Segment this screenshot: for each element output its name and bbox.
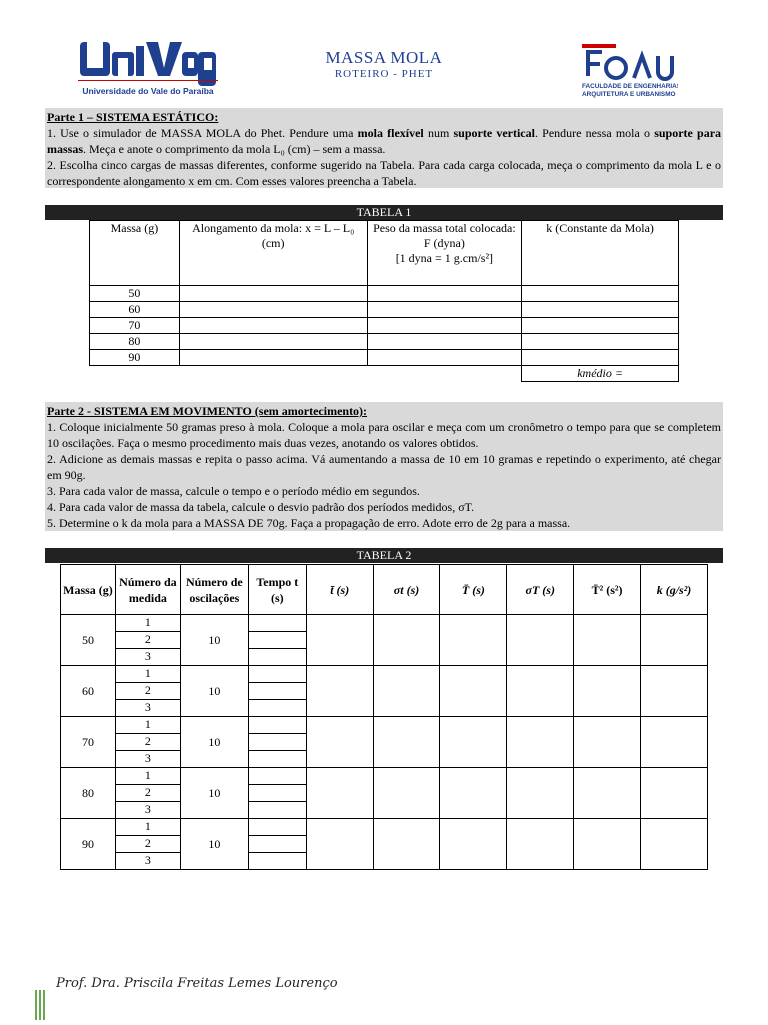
table1 <box>89 220 679 382</box>
t1-input-cell[interactable] <box>179 334 367 350</box>
t2-measure-cell: 3 <box>115 700 180 717</box>
t1-header-elongation: Alongamento da mola: x = L – L₀ (cm) <box>179 221 367 286</box>
t2-time-input[interactable] <box>248 615 306 632</box>
t2-mass-cell: 80 <box>61 768 116 819</box>
t2-header-time: Tempo t (s) <box>248 565 306 615</box>
page-title: MASSA MOLA <box>325 48 443 67</box>
t2-result-input[interactable] <box>641 819 708 870</box>
t1-input-cell[interactable] <box>522 302 679 318</box>
t2-result-input[interactable] <box>507 768 574 819</box>
t2-result-input[interactable] <box>306 717 373 768</box>
part1-heading: Parte 1 – SISTEMA ESTÁTICO: <box>47 110 219 124</box>
t2-result-input[interactable] <box>373 615 440 666</box>
t2-result-input[interactable] <box>373 666 440 717</box>
table-row <box>61 819 708 836</box>
t2-time-input[interactable] <box>248 819 306 836</box>
t2-result-input[interactable] <box>306 666 373 717</box>
t1-input-cell[interactable] <box>367 286 522 302</box>
t2-measure-cell: 3 <box>115 649 180 666</box>
part2-instructions <box>45 402 723 531</box>
t2-oscillations-cell: 10 <box>180 717 248 768</box>
t2-header-oscillations: Número de oscilações <box>180 565 248 615</box>
t2-time-input[interactable] <box>248 734 306 751</box>
t2-result-input[interactable] <box>574 768 641 819</box>
t2-result-input[interactable] <box>306 768 373 819</box>
part2-item-2: 2. Adicione as demais massas e repita o passo acima. Vá aumentando a massa de 10 em 10 gramas e repetindo o experimento, até chegar em 90g. <box>47 452 721 482</box>
t2-result-input[interactable] <box>440 768 507 819</box>
part1-item-1: 1. Use o simulador de MASSA MOLA do Phet. Pendure uma mola flexível num suporte vertical. Pendure nessa mola o suporte para massas. Meça e anote o comprimento da mola L₀ (cm) – sem a massa. <box>47 126 722 156</box>
t2-result-input[interactable] <box>574 819 641 870</box>
t2-time-input[interactable] <box>248 802 306 819</box>
t2-result-input[interactable] <box>641 717 708 768</box>
t2-result-input[interactable] <box>507 819 574 870</box>
page-subtitle: ROTEIRO - PHET <box>334 68 434 80</box>
right-logo-caption-2: ARQUITETURA E URBANISMO <box>582 91 676 98</box>
t2-result-input[interactable] <box>306 819 373 870</box>
part2-heading: Parte 2 - SISTEMA EM MOVIMENTO (sem amortecimento): <box>47 404 368 418</box>
t2-measure-cell: 2 <box>115 683 180 700</box>
t1-mass-cell: 60 <box>90 302 180 318</box>
table-row <box>61 666 708 683</box>
t2-header-period-mean: T̄ (s) <box>440 565 507 615</box>
t1-k-medio[interactable]: kmédio = <box>522 366 679 382</box>
t2-time-input[interactable] <box>248 751 306 768</box>
part2-item-5: 5. Determine o k da mola para a MASSA DE 70g. Faça a propagação de erro. Adote erro de 2g para a massa. <box>47 516 571 530</box>
t2-result-input[interactable] <box>507 717 574 768</box>
t1-input-cell[interactable] <box>179 302 367 318</box>
t2-oscillations-cell: 10 <box>180 615 248 666</box>
t2-measure-cell: 1 <box>115 717 180 734</box>
t1-input-cell[interactable] <box>522 318 679 334</box>
t2-time-input[interactable] <box>248 683 306 700</box>
t1-input-cell[interactable] <box>522 350 679 366</box>
footer-decoration <box>35 990 45 1020</box>
t2-measure-cell: 1 <box>115 768 180 785</box>
table2-title: TABELA 2 <box>45 548 723 563</box>
t2-time-input[interactable] <box>248 836 306 853</box>
t2-result-input[interactable] <box>440 666 507 717</box>
t2-result-input[interactable] <box>373 819 440 870</box>
t2-mass-cell: 90 <box>61 819 116 870</box>
t2-header-sigma-period: σT (s) <box>507 565 574 615</box>
table-row <box>61 768 708 785</box>
t2-mass-cell: 70 <box>61 717 116 768</box>
t2-oscillations-cell: 10 <box>180 666 248 717</box>
t2-result-input[interactable] <box>440 819 507 870</box>
t2-header-mass: Massa (g) <box>61 565 116 615</box>
t1-input-cell[interactable] <box>522 334 679 350</box>
t1-input-cell[interactable] <box>179 318 367 334</box>
part2-item-1: 1. Coloque inicialmente 50 gramas preso à mola. Coloque a mola para oscilar e meça com um cronômetro o tempo para que se completem 10 oscilações. Faça o mesmo procedimento mais duas vezes, anotando os valores obtidos. <box>47 420 721 450</box>
t2-measure-cell: 1 <box>115 615 180 632</box>
part1-item-2: 2. Escolha cinco cargas de massas diferentes, conforme sugerido na Tabela. Para cada carga colocada, meça o comprimento da mola L e o correspondente alongamento x em cm. Com esses valores preencha a Tabela. <box>47 158 721 188</box>
t1-input-cell[interactable] <box>367 302 522 318</box>
t1-mass-cell: 50 <box>90 286 180 302</box>
t2-measure-cell: 1 <box>115 819 180 836</box>
left-logo-caption: Universidade do Vale do Paraíba <box>82 86 214 96</box>
t2-measure-cell: 1 <box>115 666 180 683</box>
t1-header-weight: Peso da massa total colocada: F (dyna) [1 dyna = 1 g.cm/s²] <box>367 221 522 286</box>
t1-input-cell[interactable] <box>367 334 522 350</box>
t2-mass-cell: 60 <box>61 666 116 717</box>
t1-input-cell[interactable] <box>367 350 522 366</box>
t1-header-mass: Massa (g) <box>90 221 180 286</box>
t2-result-input[interactable] <box>306 615 373 666</box>
t1-mass-cell: 70 <box>90 318 180 334</box>
t2-time-input[interactable] <box>248 632 306 649</box>
t2-result-input[interactable] <box>440 615 507 666</box>
t1-header-k: k (Constante da Mola) <box>522 221 679 286</box>
t2-result-input[interactable] <box>440 717 507 768</box>
part2-item-4: 4. Para cada valor de massa da tabela, calcule o desvio padrão dos períodos medidos, σT. <box>47 500 475 514</box>
t2-measure-cell: 2 <box>115 734 180 751</box>
table2 <box>60 564 708 870</box>
t1-input-cell[interactable] <box>367 318 522 334</box>
right-logo-caption-1: FACULDADE DE ENGENHARIAS, <box>582 83 678 90</box>
part2-item-3: 3. Para cada valor de massa, calcule o tempo e o período médio em segundos. <box>47 484 420 498</box>
t2-header-t-mean: t̄ (s) <box>306 565 373 615</box>
t2-measure-cell: 3 <box>115 802 180 819</box>
t2-measure-cell: 2 <box>115 632 180 649</box>
feau-logo <box>582 44 678 98</box>
t2-measure-cell: 3 <box>115 853 180 870</box>
t1-input-cell[interactable] <box>179 286 367 302</box>
t2-header-k: k (g/s²) <box>641 565 708 615</box>
t2-mass-cell: 50 <box>61 615 116 666</box>
t2-time-input[interactable] <box>248 666 306 683</box>
t1-mass-cell: 90 <box>90 350 180 366</box>
t2-time-input[interactable] <box>248 649 306 666</box>
t2-result-input[interactable] <box>641 666 708 717</box>
t2-result-input[interactable] <box>507 666 574 717</box>
t2-result-input[interactable] <box>641 768 708 819</box>
part1-instructions <box>45 108 723 188</box>
t2-result-input[interactable] <box>574 615 641 666</box>
t1-input-cell[interactable] <box>522 286 679 302</box>
table-row <box>61 615 708 632</box>
table1-title: TABELA 1 <box>45 205 723 220</box>
t2-result-input[interactable] <box>507 615 574 666</box>
t2-measure-cell: 2 <box>115 785 180 802</box>
t2-time-input[interactable] <box>248 700 306 717</box>
t1-input-cell[interactable] <box>179 350 367 366</box>
t2-header-period-squared: T̄² (s²) <box>574 565 641 615</box>
t2-header-sigma-t: σt (s) <box>373 565 440 615</box>
t2-measure-cell: 2 <box>115 836 180 853</box>
t2-time-input[interactable] <box>248 717 306 734</box>
t2-oscillations-cell: 10 <box>180 768 248 819</box>
footer-author: Prof. Dra. Priscila Freitas Lemes Lourenço <box>56 976 338 991</box>
t1-mass-cell: 80 <box>90 334 180 350</box>
t2-oscillations-cell: 10 <box>180 819 248 870</box>
t2-time-input[interactable] <box>248 768 306 785</box>
t2-result-input[interactable] <box>574 717 641 768</box>
t2-measure-cell: 3 <box>115 751 180 768</box>
t2-time-input[interactable] <box>248 785 306 802</box>
t2-result-input[interactable] <box>574 666 641 717</box>
t2-result-input[interactable] <box>373 768 440 819</box>
t2-result-input[interactable] <box>641 615 708 666</box>
table-row <box>61 717 708 734</box>
t2-header-measure: Número da medida <box>115 565 180 615</box>
t2-result-input[interactable] <box>373 717 440 768</box>
t2-time-input[interactable] <box>248 853 306 870</box>
